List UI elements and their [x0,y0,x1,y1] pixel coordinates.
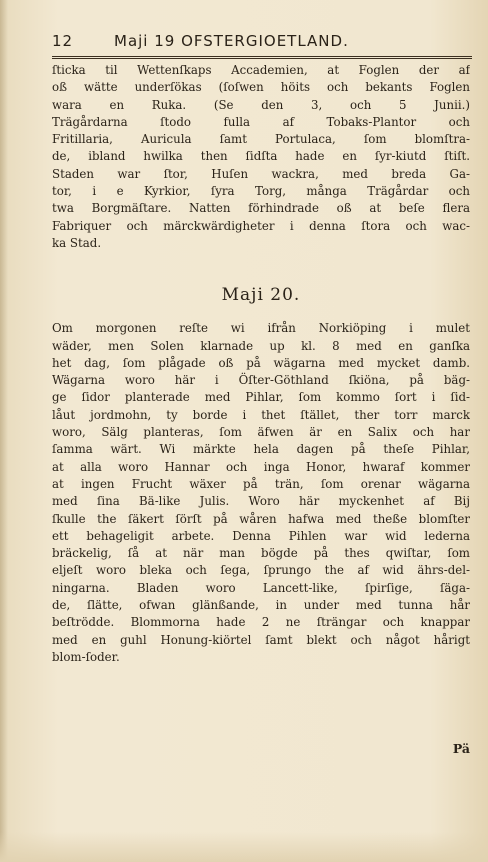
running-title: Maji 19 OFSTERGIOETLAND. [114,32,349,50]
paragraph-may-19-continuation [52,62,470,252]
text-line: Staden war ſtor, Huſen wackra, med breda Ga- [52,166,470,181]
page-gutter-shadow [0,0,8,862]
text-line: tor, i e Kyrkior, ſyra Torg, många Trägårdar och [52,184,470,199]
page-bottom-shade [0,832,488,862]
text-line: de, ſlätte, ofwan glänßande, in under med tunna hår [52,598,470,613]
text-line: ningarna. Bladen woro Lancett-like, ſpirſige, ſäga- [52,580,470,595]
text-line: twa Borgmäſtare. Natten förhindrade oß at beſe flera [52,201,470,216]
text-line: med ſina Bä-like Julis. Woro här myckenhet af Bij [52,494,470,509]
running-header [52,30,472,52]
text-line: bräckelig, ſå at när man bögde på thes qwiſtar, ſom [52,546,470,561]
paragraph-may-20 [52,320,470,666]
text-line: eljeſt woro bleka och ſega, ſprungo the af wid ährs-del- [52,563,470,578]
text-line: woro, Sälg planteras, ſom äfwen är en Salix och har [52,425,470,440]
text-line: Om morgonen reſte wi ifrån Norkiöping i mulet [52,321,470,336]
text-line: ſamma wärt. Wi märkte hela dagen på theſe Pihlar, [52,442,470,457]
text-line: med en guhl Honung-kiörtel ſamt blekt och något hårigt [52,632,470,647]
text-line: Fritillaria, Auricula ſamt Portulaca, ſom blomſtra- [52,132,470,147]
text-line: ge ſidor planterade med Pihlar, ſom kommo ſort i ſid- [52,390,470,405]
text-line: beſtrödde. Blommorna hade 2 ne ſträngar och knappar [52,615,470,630]
text-line: wara en Ruka. (Se den 3, och 5 Junii.) [52,97,470,112]
date-heading: Maji 20. [221,285,301,306]
text-line: Fabriquer och märckwärdigheter i denna ſtora och wac- [52,218,470,233]
page-number: 12 [52,32,74,50]
catchword: Pä [452,741,470,756]
text-line: het dag, ſom plågade oß på wägarna med mycket damb. [52,355,470,370]
text-line: wäder, men Solen klarnade up kl. 8 med en ganſka [52,338,470,353]
text-line: ſticka til Wettenſkaps Accademien, at Foglen der af [52,63,470,77]
text-line: at alla woro Hannar och inga Honor, hwaraf kommer [52,459,470,474]
text-line: ett behageligit arbete. Denna Pihlen war wid lederna [52,528,470,543]
text-line: blom-ſoder. [52,649,120,664]
page-body [52,62,470,666]
text-line: Trägårdarna ſtodo fulla af Tobaks-Plantor och [52,114,470,129]
header-rule [52,56,472,59]
text-line: de, ibland hwilka then ſidſta hade en ſyr-kiutd ſtiſt. [52,149,470,164]
text-line: ſkulle the ſäkert ſörſt på wåren hafwa med theße blomſter [52,511,470,526]
text-line: oß wätte underſökas (ſoſwen höits och bekants Foglen [52,80,470,95]
text-line: at ingen Frucht wäxer på trän, ſom orenar wägarna [52,476,470,491]
text-line: ka Stad. [52,235,102,250]
text-line: Wägarna woro här i Öſter-Göthland ſkiöna, på bäg- [52,373,470,388]
text-line: låut jordmohn, ty borde i thet ſtället, ther torr marck [52,407,470,422]
